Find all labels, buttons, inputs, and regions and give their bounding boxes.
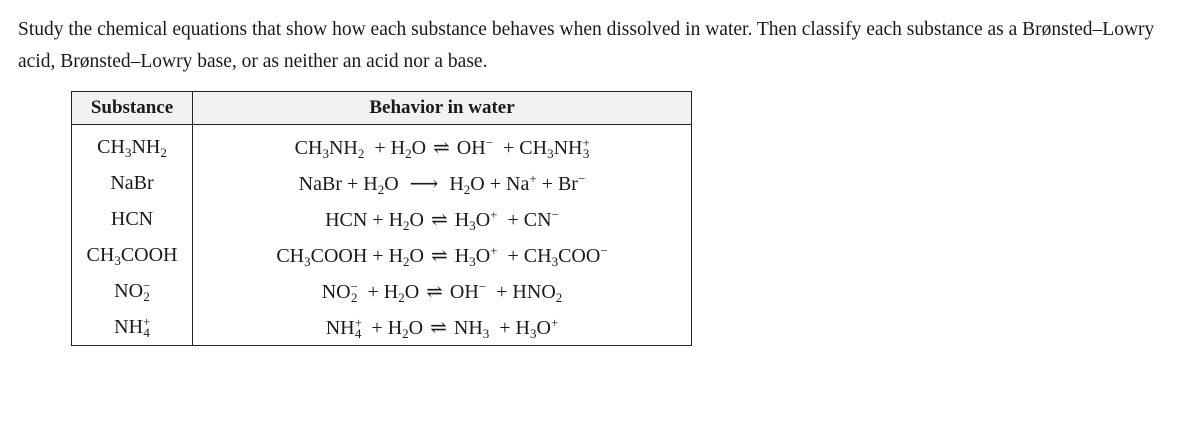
formula-no2-minus: $NO^-_2$ [114,277,151,304]
table-row [72,165,692,201]
table-row [72,125,692,166]
table-row [72,201,692,237]
header-substance: Substance [72,92,193,125]
substance-cell [72,125,193,166]
table-header-row [72,92,692,125]
equation-cell [193,165,692,201]
table-row [72,237,692,273]
substance-cell [72,201,193,237]
formula-ch3nh2: $CH_3NH_2$ [97,135,167,160]
equation-cell [193,309,692,346]
equation-nh4-plus: $NH^+_4 + H_2O$ ⇌ $NH_3 + H_3O^+$ [325,314,559,341]
equation-ch3nh2: $CH_3NH_2 + H_2O$ ⇌ $OH^- + CH_3NH^+_3$ [294,134,590,161]
substance-behavior-table [71,91,692,346]
formula-nabr: NaBr [110,171,154,194]
table-row [72,309,692,346]
header-behavior: Behavior in water [193,92,692,125]
equation-cell [193,237,692,273]
equation-no2-minus: $NO^-_2 + H_2O$ ⇌ $OH^- + HNO_2$ [321,278,563,305]
formula-nh4-plus: $NH^+_4$ [114,313,151,340]
formula-hcn: HCN [110,207,154,230]
equation-hcn: HCN + $H_2O$ ⇌ $H_3O^+ + CN^-$ [325,206,559,233]
equation-nabr: NaBr + $H_2O$ ⟶ $H_2O + Na^+ + Br^-$ [298,170,586,197]
equation-cell [193,125,692,166]
formula-ch3cooh: $CH_3COOH$ [86,243,178,268]
equation-cell [193,273,692,309]
substance-cell [72,165,193,201]
equation-ch3cooh: $CH_3COOH + H_2O$ ⇌ $H_3O^+ + CH_3COO^-$ [276,242,608,269]
substance-cell [72,273,193,309]
substance-cell [72,309,193,346]
table-row [72,273,692,309]
substance-cell [72,237,193,273]
instructions-text: Study the chemical equations that show how each substance behaves when dissolved in water. Then classify each substance as a Brønsted–Lowry acid, Brønsted–Lowry base, or as neither an acid nor a base. [18,19,1155,72]
equation-cell [193,201,692,237]
